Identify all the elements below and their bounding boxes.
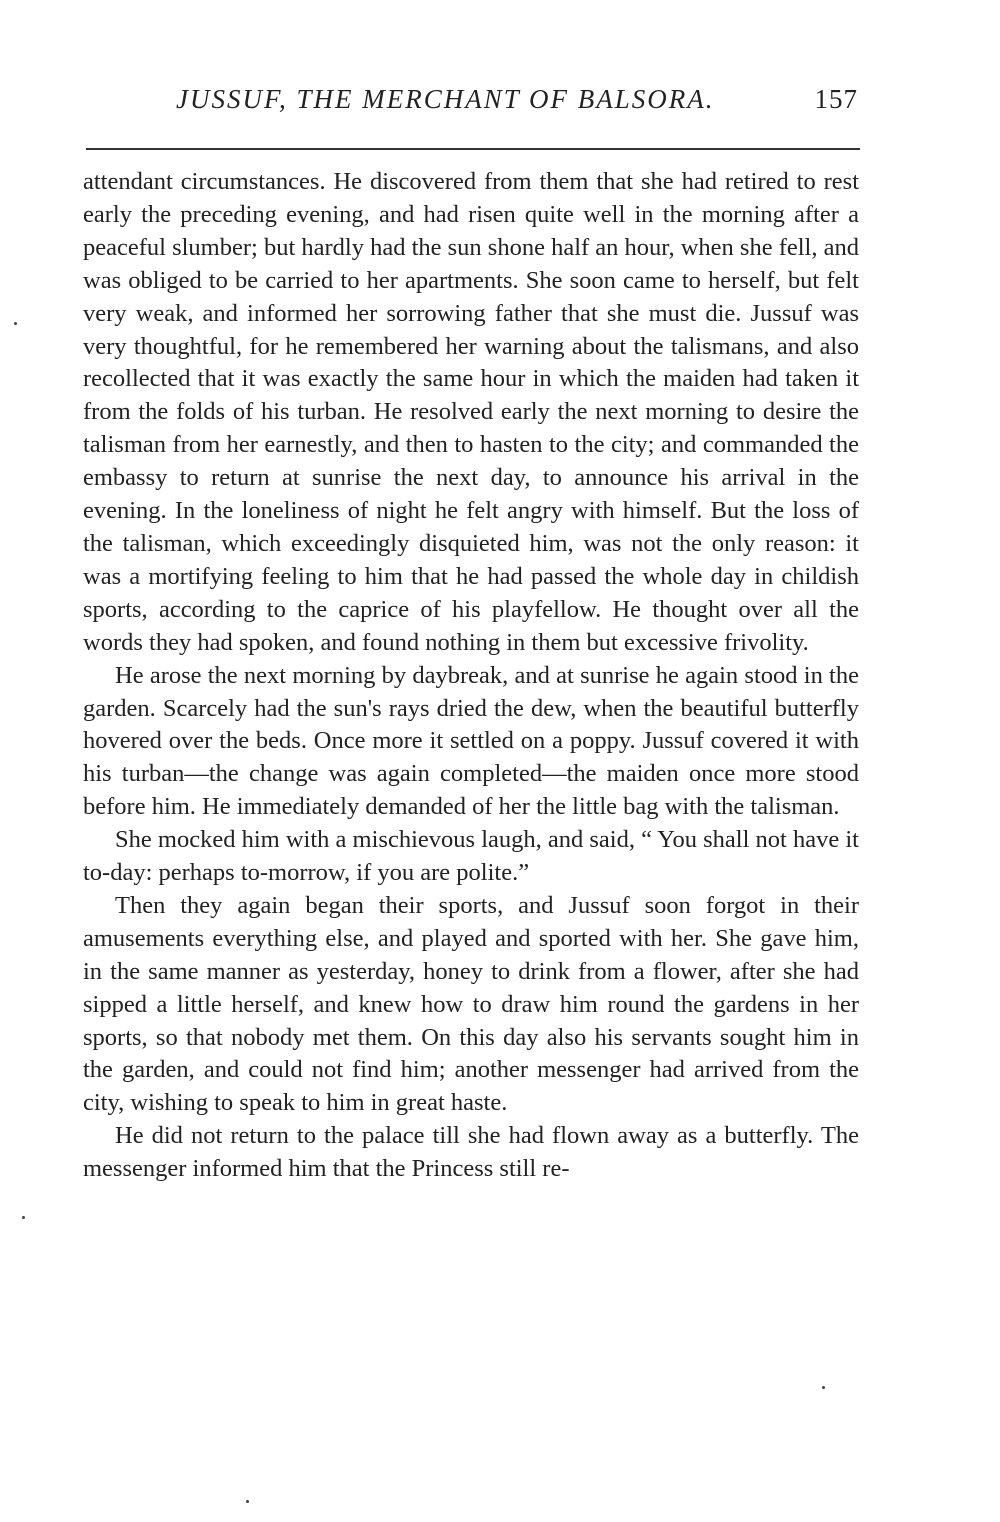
paragraph-2: He arose the next morning by daybreak, and at sunrise he again stood in the garden. Scarcely had the sun's rays dried the dew, when the beautiful butterfly hovered over the beds. Once more it settled on a poppy. Jussuf covered it with his turban—the change was again completed—the maiden once more stood before him. He immediately demanded of her the little bag with the talisman. <box>83 661 859 821</box>
body-text <box>83 166 859 1186</box>
margin-speck <box>246 1500 249 1503</box>
paragraph-1: attendant circumstances. He discovered from them that she had retired to rest early the preceding evening, and had risen quite well in the morning after a peaceful slumber; but hardly had the sun shone half an hour, when she fell, and was obliged to be carried to her apartments. She soon came to herself, but felt very weak, and informed her sorrowing father that she must die. Jussuf was very thoughtful, for he remembered her warning about the talismans, and also recollected that it was exactly the same hour in which the maiden had taken it from the folds of his turban. He resolved early the next morning to desire the talisman from her earnestly, and then to hasten to the city; and commanded the embassy to return at sunrise the next day, to announce his arrival in the evening. In the loneliness of night he felt angry with himself. But the loss of the talisman, which exceedingly disquieted him, was not the only reason: it was a mortifying feeling to him that he had passed the whole day in childish sports, according to the caprice of his playfellow. He thought over all the words they had spoken, and found nothing in them but excessive frivolity. <box>83 168 859 656</box>
paragraph-4: Then they again began their sports, and Jussuf soon forgot in their amusements everything else, and played and sported with her. She gave him, in the same manner as yesterday, honey to drink from a flower, after she had sipped a little herself, and knew how to draw him round the gardens in her sports, so that nobody met them. On this day also his servants sought him in the garden, and could not find him; another messenger had arrived from the city, wishing to speak to him in great haste. <box>83 891 859 1117</box>
margin-speck <box>22 1216 25 1219</box>
paragraph-5: He did not return to the palace till she had flown away as a butterfly. The messenger informed him that the Princess still re- <box>83 1122 859 1183</box>
margin-speck <box>822 1386 825 1389</box>
header-rule <box>86 148 860 150</box>
page-number: 157 <box>814 84 858 114</box>
margin-speck <box>14 322 17 325</box>
running-header <box>86 84 858 128</box>
paragraph-3: She mocked him with a mischievous laugh, and said, “ You shall not have it to-day: perhaps to-morrow, if you are polite.” <box>83 826 859 887</box>
running-title: JUSSUF, THE MERCHANT OF BALSORA. <box>176 84 715 114</box>
